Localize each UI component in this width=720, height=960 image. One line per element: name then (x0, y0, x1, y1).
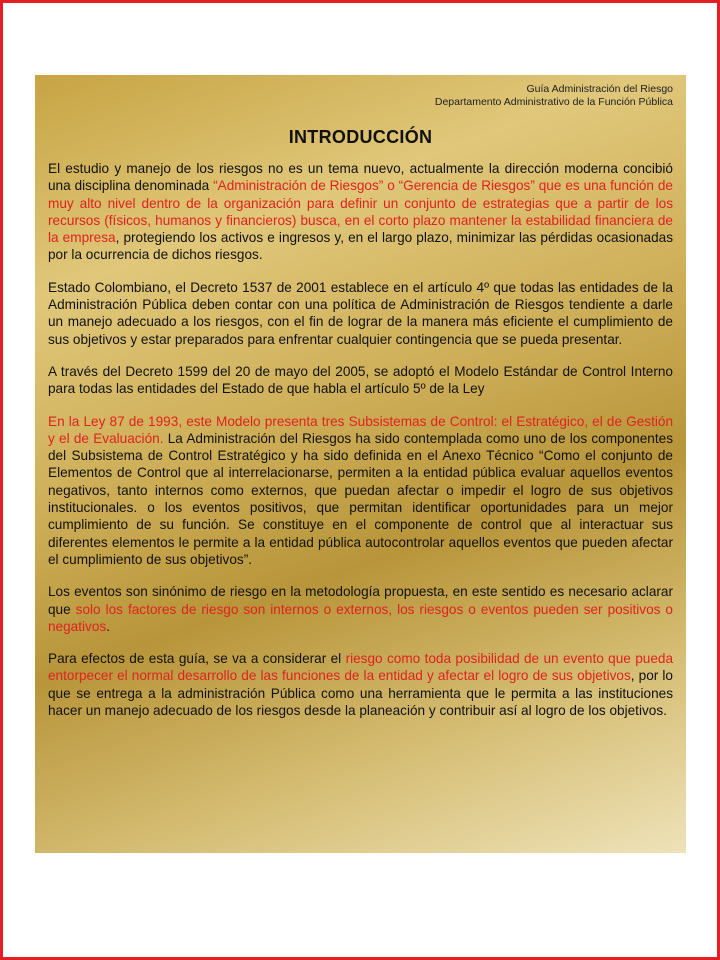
document-panel (35, 75, 686, 853)
paragraph-4-text-b: La Administración del Riesgos ha sido contemplada como uno de los componentes del Subsistema de Control Estratégico y ha sido definida en el Anexo Técnico “Como el conjunto de Elementos de Control que al interrelacionarse, permiten a la entidad pública evaluar aquellos eventos negativos, tanto internos como externos, que puedan afectar o impedir el logro de sus objetivos institucionales. o los eventos positivos, que permitan identificar oportunidades para un mejor cumplimiento de su función. Se constituye en el componente de control que al interactuar sus diferentes elementos le permite a la entidad pública autocontrolar aquellos eventos que pueden afectar el cumplimiento de sus objetivos”. (48, 430, 673, 567)
paragraph-6-text-c: , por lo que se entrega a la administración Pública como una herramienta que le permita a las instituciones hacer un manejo adecuado de los riesgos desde la planeación y contribuir así al logro de los objetivos. (48, 668, 673, 719)
paragraph-3: A través del Decreto 1599 del 20 de mayo del 2005, se adoptó el Modelo Estándar de Control Interno para todas las entidades del Estado de que habla el artículo 5º de la Ley (48, 363, 673, 397)
paragraph-1-text-c: , protegiendo los activos e ingresos y, en el largo plazo, minimizar las pérdidas ocasionadas por la ocurrencia de dichos riesgos. (48, 230, 673, 263)
paragraph-6-highlight: riesgo como toda posibilidad de un evento que pueda entorpecer el normal desarrollo de las funciones de la entidad y afectar el logro de sus objetivos (48, 651, 673, 684)
paragraph-5-text-c: . (106, 618, 110, 634)
paragraph-4 (48, 413, 673, 569)
paragraph-1-highlight: “Administración de Riesgos” o “Gerencia de Riesgos” que es una función de muy alto nivel dentro de la organización para definir un conjunto de estrategias que a partir de los recursos (físicos, humanos y financieros) busca, en el corto plazo mantener la estabilidad financiera de la empresa (48, 178, 673, 246)
header-guide-title: Guía Administración del Riesgo (526, 83, 673, 95)
paragraph-6 (48, 650, 673, 719)
paragraph-5-highlight: solo los factores de riesgo son internos o externos, los riesgos o eventos pueden ser positivos o negativos (48, 601, 673, 634)
header-department: Departamento Administrativo de la Función Pública (434, 96, 673, 108)
paragraph-2: Estado Colombiano, el Decreto 1537 de 2001 establece en el artículo 4º que todas las entidades de la Administración Pública deben contar con una política de Administración de Riesgos tendiente a darle un manejo adecuado a los riesgos, con el fin de lograr de la manera más eficiente el cumplimiento de sus objetivos y estar preparados para enfrentar cualquier contingencia que se pueda presentar. (48, 279, 673, 347)
paragraph-5 (48, 583, 673, 635)
page-title: INTRODUCCIÓN (288, 127, 433, 147)
paragraph-5-text-a: Los eventos son sinónimo de riesgo en la metodología propuesta, en este sentido es necesario aclarar que (48, 584, 673, 617)
paragraph-6-text-a: Para efectos de esta guía, se va a considerar el (48, 651, 346, 667)
paragraph-1 (48, 160, 673, 264)
paragraph-4-highlight: En la Ley 87 de 1993, este Modelo presenta tres Subsistemas de Control: el Estratégico, el de Gestión y el de Evaluación. (48, 413, 673, 446)
document-header (48, 83, 673, 109)
paragraph-1-text-a: El estudio y manejo de los riesgos no es un tema nuevo, actualmente la dirección moderna concibió una disciplina denominada (48, 161, 673, 194)
